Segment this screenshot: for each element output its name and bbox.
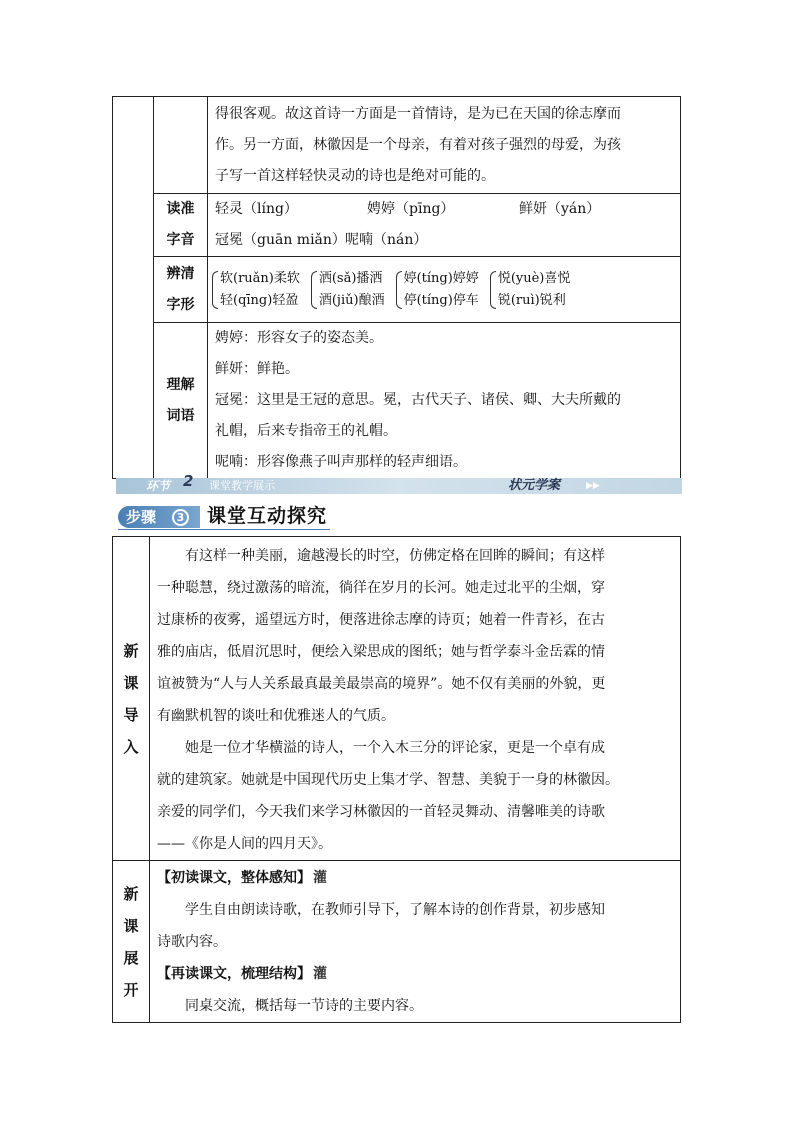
banner-title: 课堂教学展示 [209, 479, 275, 492]
shape-group: 洒(sǎ)播洒 酒(jiǔ)酿酒 [310, 268, 385, 312]
step-underline [118, 529, 330, 530]
new-lesson-intro-text: 有这样一种美丽，逾越漫长的时空，仿佛定格在回眸的瞬间；有这样 一种聪慧，绕过激荡的暗流，徜徉在岁月的长河。她走过北平的尘烟，穿 过康桥的夜雾，遥望远方时，便落进徐志摩的诗页；她着一件青衫，在古 雅的庙店，低眉沉思时，便绘入梁思成的图纸；她与哲学泰斗金岳霖的情 谊被赞为“人与人关系最真最美最崇高的境界”。她不仅有美丽的外貌，更 有幽默机智的谈吐和优雅迷人的气质。 她是一位才华横溢的诗人，一个入木三分的评论家，更是一个卓有成 就的建筑家。她就是中国现代历史上集才学、智慧、美貌于一身的林徽因。 亲爱的同学们，今天我们来学习林徽因的一首轻灵舞动、清馨唯美的诗歌 ——《你是人间的四月天》。 [150, 537, 681, 861]
pron-item: 鲜妍（yán） [519, 201, 601, 217]
pron-item: 呢喃（nán） [345, 232, 428, 248]
vocab-label: 理解 词语 [154, 323, 208, 479]
pronunciation-content [208, 194, 681, 257]
shape-group: 悦(yuè)喜悦 锐(ruì)锐利 [489, 268, 571, 312]
shape-group: 软(ruǎn)柔软 轻(qīng)轻盈 [211, 268, 300, 312]
blank-label-cell [154, 97, 208, 194]
new-lesson-develop-text: 【初读课文，整体感知】 灌 学生自由朗读诗歌，在教师引导下，了解本诗的创作背景，初步感知 诗歌内容。 【再读课文，梳理结构】 灌 同桌交流，概括每一节诗的主要内容。 [150, 861, 681, 1023]
character-shape-label: 辨清 字形 [154, 257, 208, 323]
step-label: 步骤 [126, 508, 157, 526]
pron-item: 娉婷（pīng） [367, 201, 455, 217]
step-number: 3 [172, 509, 189, 526]
first-reading-heading: 【初读课文，整体感知】 [157, 870, 311, 886]
banner-arrow-icon: ▶▶ [586, 481, 600, 491]
pronunciation-label: 读准 字音 [154, 194, 208, 257]
activity-icon: 灌 [313, 870, 327, 886]
activity-icon: 灌 [313, 966, 327, 982]
vocab-content: 娉婷：形容女子的姿态美。 鲜妍：鲜艳。 冠冕：这里是王冠的意思。冕，古代天子、诸侯、卿、大夫所戴的 礼帽，后来专指帝王的礼帽。 呢喃：形容像燕子叫声那样的轻声细语。 [208, 323, 681, 479]
pron-item: 冠冕（guān miǎn） [215, 232, 346, 248]
character-shape-content [208, 257, 681, 323]
step-title: 课堂互动探究 [207, 505, 328, 527]
banner-number: 2 [183, 472, 194, 490]
new-lesson-intro-label: 新 课 导 入 [113, 537, 150, 861]
banner-env-label: 环节 [146, 479, 171, 493]
second-reading-heading: 【再读课文，梳理结构】 [157, 966, 311, 982]
vocabulary-table [112, 96, 681, 479]
blank-column [113, 97, 154, 479]
lesson-table [112, 536, 681, 1023]
background-text: 得很客观。故这首诗一方面是一首情诗，是为已在天国的徐志摩而 作。另一方面，林徽因是一个母亲，有着对孩子强烈的母爱，为孩 子写一首这样轻快灵动的诗也是绝对可能的。 [208, 97, 681, 194]
new-lesson-develop-label: 新 课 展 开 [113, 861, 150, 1023]
pron-item: 轻灵（líng） [215, 201, 298, 217]
shape-group: 婷(tíng)婷婷 停(tíng)停车 [395, 268, 479, 312]
banner-brand: 状元学案 [508, 478, 561, 493]
